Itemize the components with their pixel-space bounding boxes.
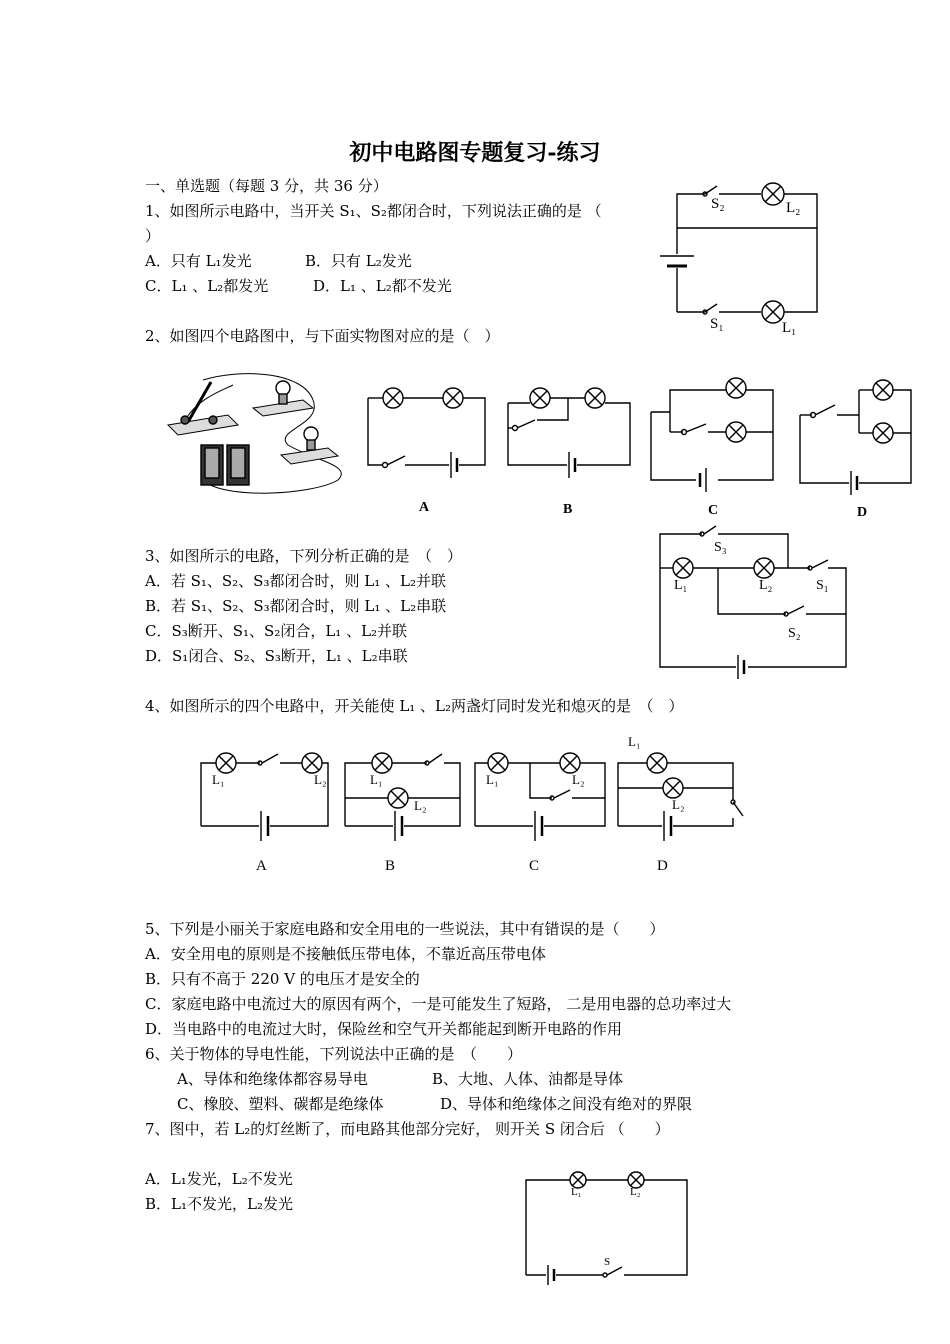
page-title: 初中电路图专题复习-练习 (349, 140, 601, 166)
q1-stem-cont: ） (145, 227, 161, 245)
q2-diagram-b (505, 385, 635, 475)
q3-s2-label: S₂ (788, 626, 801, 641)
q5-option-b: B．只有不高于 220 V 的电压才是安全的 (145, 970, 420, 988)
q3-option-d: D．S₁闭合、S₂、S₃断开，L₁ 、L₂串联 (145, 647, 408, 665)
q2-physical-circuit-picture (163, 370, 353, 495)
q2-caption-b: B (563, 502, 573, 517)
q1-option-c: C．L₁ 、L₂都发光 (145, 277, 269, 295)
q4-diagram-a (198, 748, 333, 833)
q1-option-a: A．只有 L₁发光 (145, 252, 252, 270)
q5-option-c: C．家庭电路中电流过大的原因有两个，一是可能发生了短路， 二是用电器的总功率过大 (145, 995, 732, 1013)
q2-diagram-a (365, 380, 490, 475)
q4-caption-a: A (256, 858, 267, 874)
q2-caption-a: A (419, 500, 430, 515)
q3-circuit-diagram (656, 522, 856, 682)
q7-s-label: S (604, 1256, 611, 1268)
q2-caption-d: D (857, 505, 868, 520)
q4-c-l2-label: L₂ (572, 772, 585, 787)
q2-caption-c: C (708, 503, 719, 518)
q4-caption-b: B (385, 858, 396, 874)
q1-option-b: B．只有 L₂发光 (305, 252, 412, 270)
q4-a-l1-label: L₁ (212, 772, 225, 787)
q4-stem: 4、如图所示的四个电路中，开关能使 L₁ 、L₂两盏灯同时发光和熄灭的是 （ ） (145, 697, 684, 715)
q7-option-a: A．L₁发光，L₂不发光 (145, 1170, 293, 1188)
q7-l1-label: L₁ (571, 1186, 582, 1198)
q6-option-a: A、导体和绝缘体都容易导电 (177, 1070, 368, 1088)
q6-stem: 6、关于物体的导电性能，下列说法中正确的是 （ ） (145, 1045, 523, 1063)
q4-d-l1-label: L₁ (628, 734, 641, 749)
q7-stem: 7、图中，若 L₂的灯丝断了，而电路其他部分完好， 则开关 S 闭合后 （ ） (145, 1120, 670, 1138)
q3-option-c: C．S₃断开、S₁、S₂闭合，L₁ 、L₂并联 (145, 622, 408, 640)
q3-s3-label: S₃ (714, 540, 727, 555)
q3-l2-label: L₂ (759, 578, 773, 593)
q1-s1-label: S₁ (710, 316, 724, 332)
q4-c-l1-label: L₁ (486, 772, 499, 787)
q3-option-b: B．若 S₁、S₂、S₃都闭合时，则 L₁ 、L₂串联 (145, 597, 447, 615)
q3-l1-label: L₁ (674, 578, 688, 593)
q1-option-d: D．L₁ 、L₂都不发光 (313, 277, 452, 295)
q4-caption-c: C (529, 858, 540, 874)
q7-option-b: B．L₁不发光，L₂发光 (145, 1195, 293, 1213)
section-heading: 一、单选题（每题 3 分，共 36 分） (145, 177, 388, 195)
q3-option-a: A．若 S₁、S₂、S₃都闭合时，则 L₁ 、L₂并联 (145, 572, 446, 590)
q4-diagram-d (615, 748, 750, 833)
q4-a-l2-label: L₂ (314, 772, 327, 787)
q2-diagram-c (648, 372, 778, 492)
q2-stem: 2、如图四个电路图中，与下面实物图对应的是（ ） (145, 327, 500, 345)
q1-stem: 1、如图所示电路中，当开关 S₁、S₂都闭合时，下列说法正确的是 （ (145, 202, 602, 220)
q3-stem: 3、如图所示的电路，下列分析正确的是 （ ） (145, 547, 463, 565)
q6-option-d: D、导体和绝缘体之间没有绝对的界限 (440, 1095, 693, 1113)
q4-caption-d: D (657, 858, 668, 874)
q7-l2-label: L₂ (630, 1186, 641, 1198)
q4-b-l2-label: L₂ (414, 798, 427, 813)
q1-s2-label: S₂ (711, 196, 725, 212)
q5-option-d: D．当电路中的电流过大时，保险丝和空气开关都能起到断开电路的作用 (145, 1020, 623, 1038)
q1-l1-label: L₁ (782, 320, 797, 336)
q3-s1-label: S₁ (816, 578, 829, 593)
q5-stem: 5、下列是小丽关于家庭电路和安全用电的一些说法，其中有错误的是（ ） (145, 920, 665, 938)
q4-diagram-c (472, 748, 612, 833)
q1-l2-label: L₂ (786, 200, 801, 216)
q4-d-l2-label: L₂ (672, 797, 685, 812)
q5-option-a: A．安全用电的原则是不接触低压带电体，不靠近高压带电体 (145, 945, 546, 963)
q2-diagram-d (797, 375, 917, 490)
q4-diagram-b (342, 748, 467, 833)
q4-b-l1-label: L₁ (370, 772, 383, 787)
q6-option-b: B、大地、人体、油都是导体 (432, 1070, 624, 1088)
q6-option-c: C、橡胶、塑料、碳都是绝缘体 (177, 1095, 384, 1113)
